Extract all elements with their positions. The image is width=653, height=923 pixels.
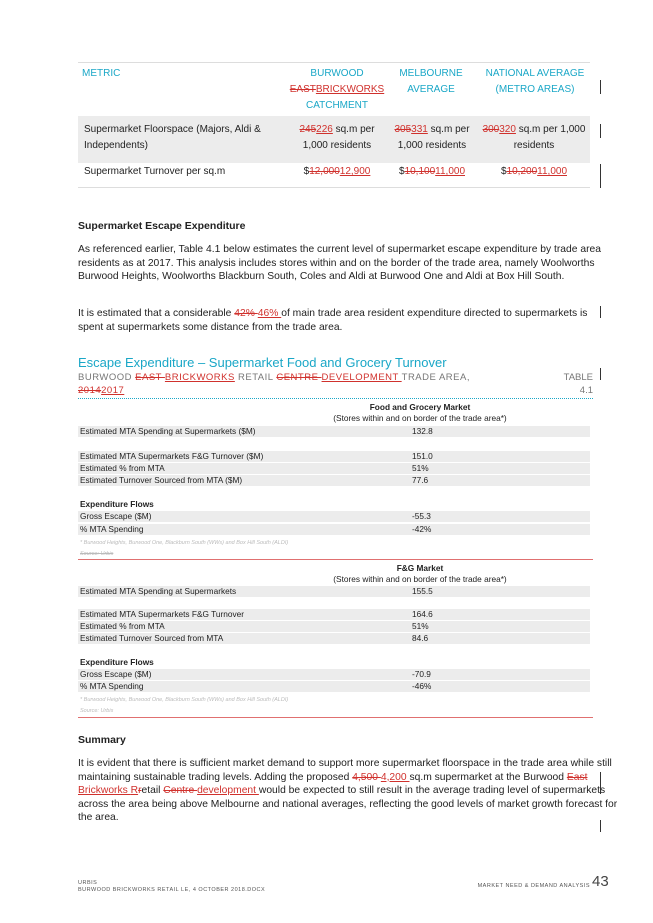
- block2-flows: Expenditure Flows: [80, 657, 154, 667]
- page-number: 43: [592, 873, 609, 890]
- change-bar: [600, 80, 601, 94]
- table-row: Estimated MTA Spending at Supermarkets 155.5: [78, 586, 590, 597]
- row1-melbourne: 305331 sq.m per 1,000 residents: [394, 124, 470, 151]
- table-row: % MTA Spending -46%: [78, 681, 590, 692]
- change-bar: [600, 124, 601, 138]
- block2-subtitle: (Stores within and on border of the trade area*): [333, 574, 507, 584]
- row1-burwood: 245226 sq.m per 1,000 residents: [299, 124, 375, 151]
- table-row: Gross Escape ($M) -70.9: [78, 669, 590, 680]
- figure-subtitle: BURWOOD EAST BRICKWORKS RETAIL CENTRE DEVELOPMENT TRADE AREA, 20142017: [78, 372, 470, 396]
- summary-para: It is evident that there is sufficient market demand to support more supermarket floorspace in the trade area while still maintaining sustainable trading levels. Adding the proposed 4,500 4,200 sq.m supermarket at the Burwood East Brickworks Rretail Centre development would be expected to still result in the average trading level of supermarkets across the area being above Melbourne and national averages, reflecting the good levels of market growth forecast for the area.: [78, 758, 618, 823]
- row2-burwood: $12,00012,900: [303, 166, 371, 177]
- row1-label: Supermarket Floorspace (Majors, Aldi & Independents): [84, 124, 261, 151]
- block2-source: Source: Urbis: [80, 708, 114, 714]
- melbourne-header: MELBOURNE AVERAGE: [399, 68, 463, 95]
- row2-label: Supermarket Turnover per sq.m: [84, 166, 226, 177]
- change-bar: [600, 306, 601, 318]
- table-row: Estimated % from MTA 51%: [78, 463, 590, 474]
- summary-heading: Summary: [78, 734, 126, 746]
- table-row: Gross Escape ($M) -55.3: [78, 511, 590, 522]
- escape-para-1: As referenced earlier, Table 4.1 below estimates the current level of supermarket escape expenditure by trade area residents as at 2017. This analysis includes stores within and on the border of the trade area, namely Woolworths Burwood Heights, Woolworths Blackburn South, Coles and Aldi at Burwood One and Aldi at Box Hill South.: [78, 244, 601, 282]
- table-row: Estimated Turnover Sourced from MTA 84.6: [78, 633, 590, 644]
- figure-title: Escape Expenditure – Supermarket Food and Grocery Turnover: [78, 355, 447, 370]
- escape-para-2: It is estimated that a considerable 42% 46% of main trade area resident expenditure directed to supermarkets is spent at supermarkets some distance from the trade area.: [78, 308, 588, 333]
- block1-source: Source: Urbis: [80, 551, 114, 557]
- table-row: Estimated MTA Supermarkets F&G Turnover ($M) 151.0: [78, 451, 590, 462]
- block1-subtitle: (Stores within and on border of the trade area*): [333, 413, 507, 423]
- table-row: Estimated MTA Supermarkets F&G Turnover 164.6: [78, 609, 590, 620]
- table-row: Estimated MTA Spending at Supermarkets ($M) 132.8: [78, 426, 590, 437]
- footer-left: URBIS BURWOOD BRICKWORKS RETAIL LE, 4 OCTOBER 2018.DOCX: [78, 880, 266, 893]
- table-label: TABLE 4.1: [563, 372, 593, 396]
- burwood-header: BURWOOD EASTBRICKWORKS CATCHMENT: [289, 68, 385, 111]
- table-row: % MTA Spending -42%: [78, 524, 590, 535]
- footer-right: MARKET NEED & DEMAND ANALYSIS: [477, 883, 590, 889]
- block1-title: Food and Grocery Market: [369, 402, 471, 412]
- block2-title: F&G Market: [396, 563, 444, 573]
- table-row: Estimated Turnover Sourced from MTA ($M) 77.6: [78, 475, 590, 486]
- row2-national: $10,20011,000: [501, 166, 567, 177]
- block1-flows: Expenditure Flows: [80, 499, 154, 509]
- metric-header: METRIC: [82, 68, 121, 79]
- change-bar: [600, 164, 601, 188]
- change-bar: [600, 368, 601, 380]
- block2-note: * Burwood Heights, Burwood One, Blackburn South (WWs) and Box Hill South (ALDI): [80, 697, 289, 703]
- escape-heading: Supermarket Escape Expenditure: [78, 220, 246, 232]
- block1-note: * Burwood Heights, Burwood One, Blackburn South (WWs) and Box Hill South (ALDI): [80, 540, 289, 546]
- national-header: NATIONAL AVERAGE (METRO AREAS): [485, 68, 585, 95]
- table-row: Estimated % from MTA 51%: [78, 621, 590, 632]
- row1-national: 300320 sq.m per 1,000 residents: [482, 124, 586, 151]
- row2-melbourne: $10,10011,000: [399, 166, 465, 177]
